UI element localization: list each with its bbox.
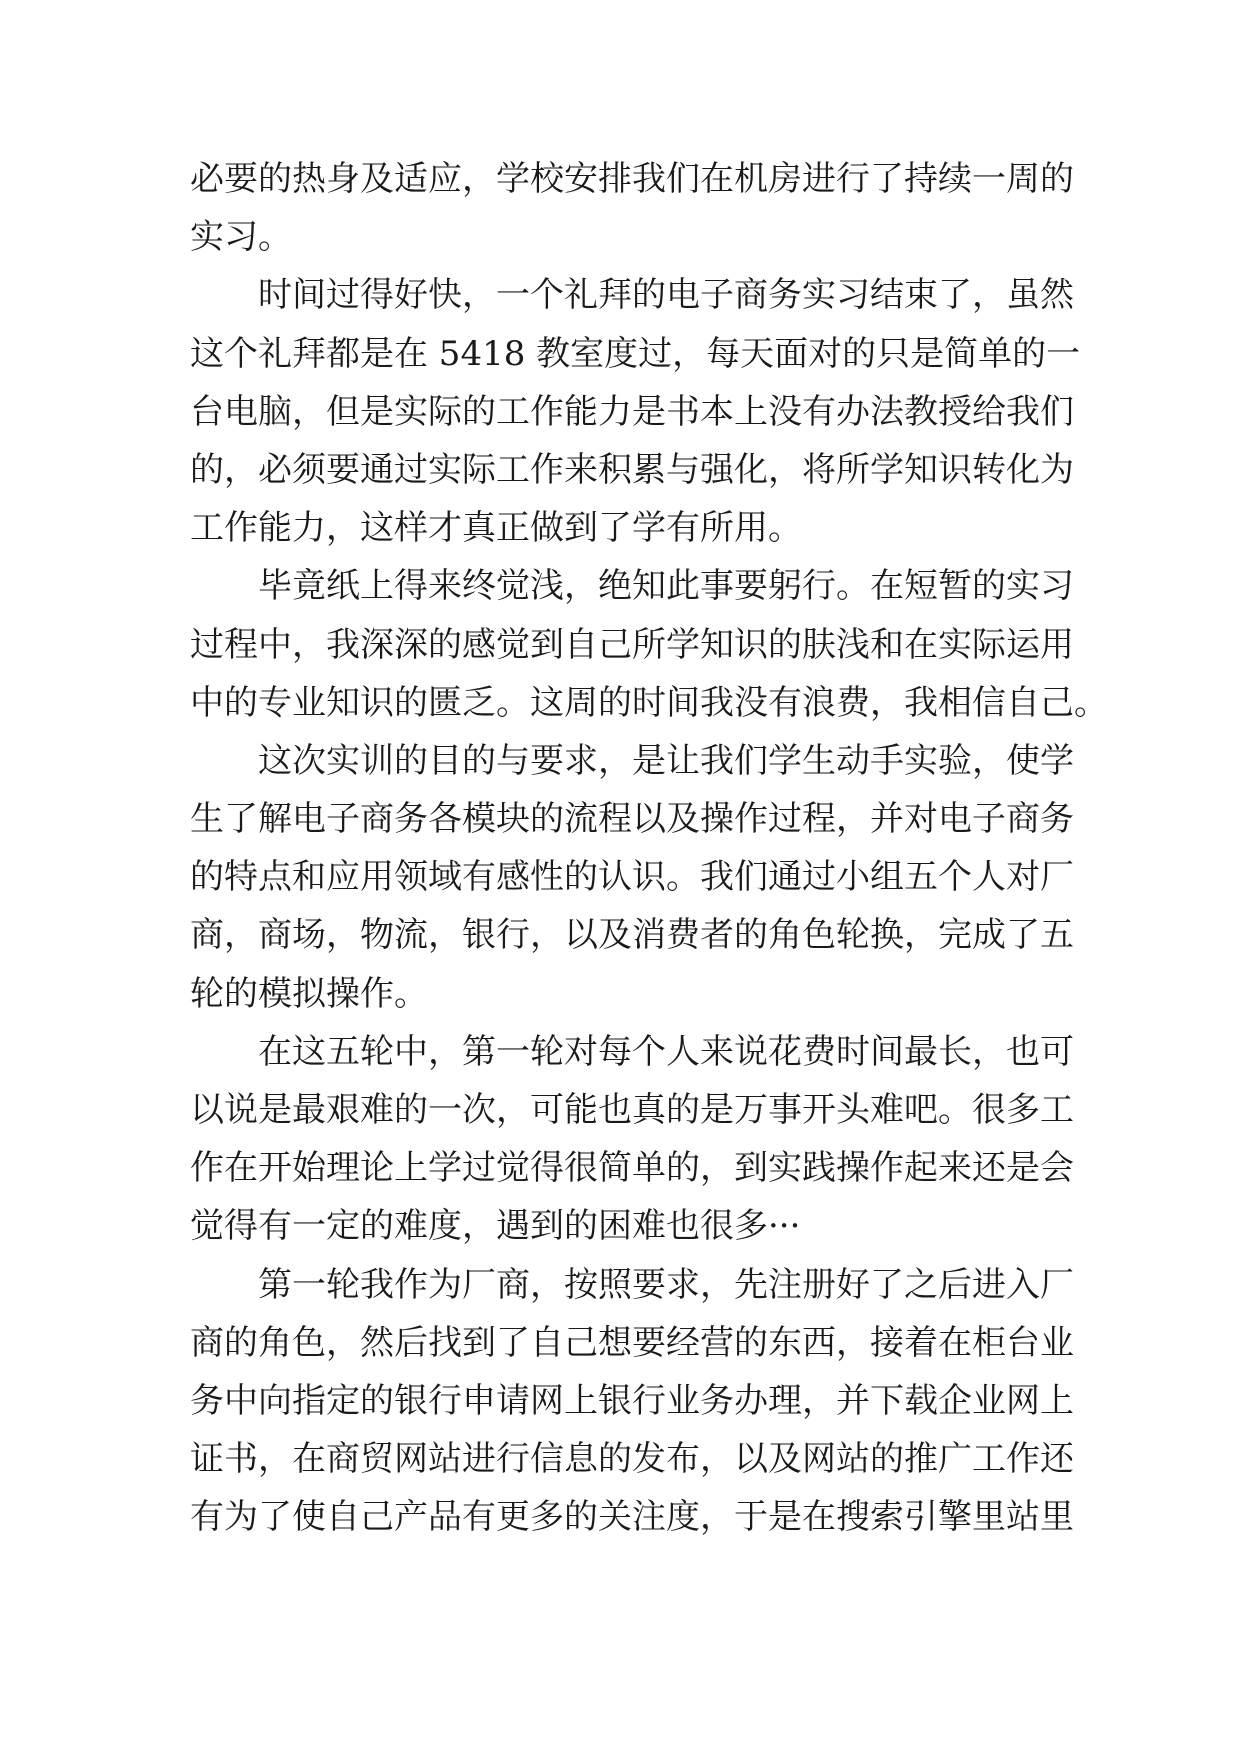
paragraph-line: 务中向指定的银行申请网上银行业务办理，并下载企业网上 [190, 1380, 1074, 1421]
paragraph-line: 商的角色，然后找到了自己想要经营的东西，接着在柜台业 [190, 1322, 1074, 1363]
paragraph-line: 毕竟纸上得来终觉浅，绝知此事要躬行。在短暂的实习 [258, 566, 1074, 607]
paragraph-line: 时间过得好快，一个礼拜的电子商务实习结束了，虽然 [258, 275, 1074, 316]
paragraph-line: 必要的热身及适应，学校安排我们在机房进行了持续一周的 [190, 159, 1074, 199]
paragraph-line: 有为了使自己产品有更多的关注度，于是在搜索引擎里站里 [190, 1497, 1074, 1538]
paragraph-line: 证书，在商贸网站进行信息的发布，以及网站的推广工作还 [190, 1439, 1074, 1480]
document-body [190, 150, 1108, 1547]
paragraph-line: 生了解电子商务各模块的流程以及操作过程，并对电子商务 [190, 799, 1074, 840]
paragraph-line: 轮的模拟操作。 [190, 973, 428, 1014]
paragraph-line: 过程中，我深深的感觉到自己所学知识的肤浅和在实际运用 [190, 624, 1074, 665]
paragraph-line: 台电脑，但是实际的工作能力是书本上没有办法教授给我们 [190, 391, 1074, 432]
paragraph-line: 第一轮我作为厂商，按照要求，先注册好了之后进入厂 [258, 1264, 1074, 1305]
paragraph-line: 以说是最艰难的一次，可能也真的是万事开头难吧。很多工 [190, 1090, 1074, 1130]
paragraph-line: 的特点和应用领域有感性的认识。我们通过小组五个人对厂 [190, 857, 1074, 898]
paragraph-line: 作在开始理论上学过觉得很简单的，到实践操作起来还是会 [190, 1148, 1074, 1189]
paragraph-line: 工作能力，这样才真正做到了学有所用。 [190, 508, 802, 549]
paragraph-line: 觉得有一定的难度，遇到的困难也很多··· [190, 1206, 801, 1247]
paragraph-line: 中的专业知识的匮乏。这周的时间我没有浪费，我相信自己。 [190, 682, 1108, 723]
paragraph-line: 实习。 [190, 217, 292, 258]
paragraph-line: 这次实训的目的与要求，是让我们学生动手实验，使学 [258, 740, 1074, 781]
paragraph-line: 在这五轮中，第一轮对每个人来说花费时间最长，也可 [258, 1031, 1074, 1072]
paragraph-line: 的，必须要通过实际工作来积累与强化，将所学知识转化为 [190, 449, 1074, 490]
paragraph-line: 这个礼拜都是在 5418 教室度过，每天面对的只是简单的一 [190, 333, 1081, 374]
paragraph-line: 商，商场，物流，银行，以及消费者的角色轮换，完成了五 [190, 915, 1074, 956]
